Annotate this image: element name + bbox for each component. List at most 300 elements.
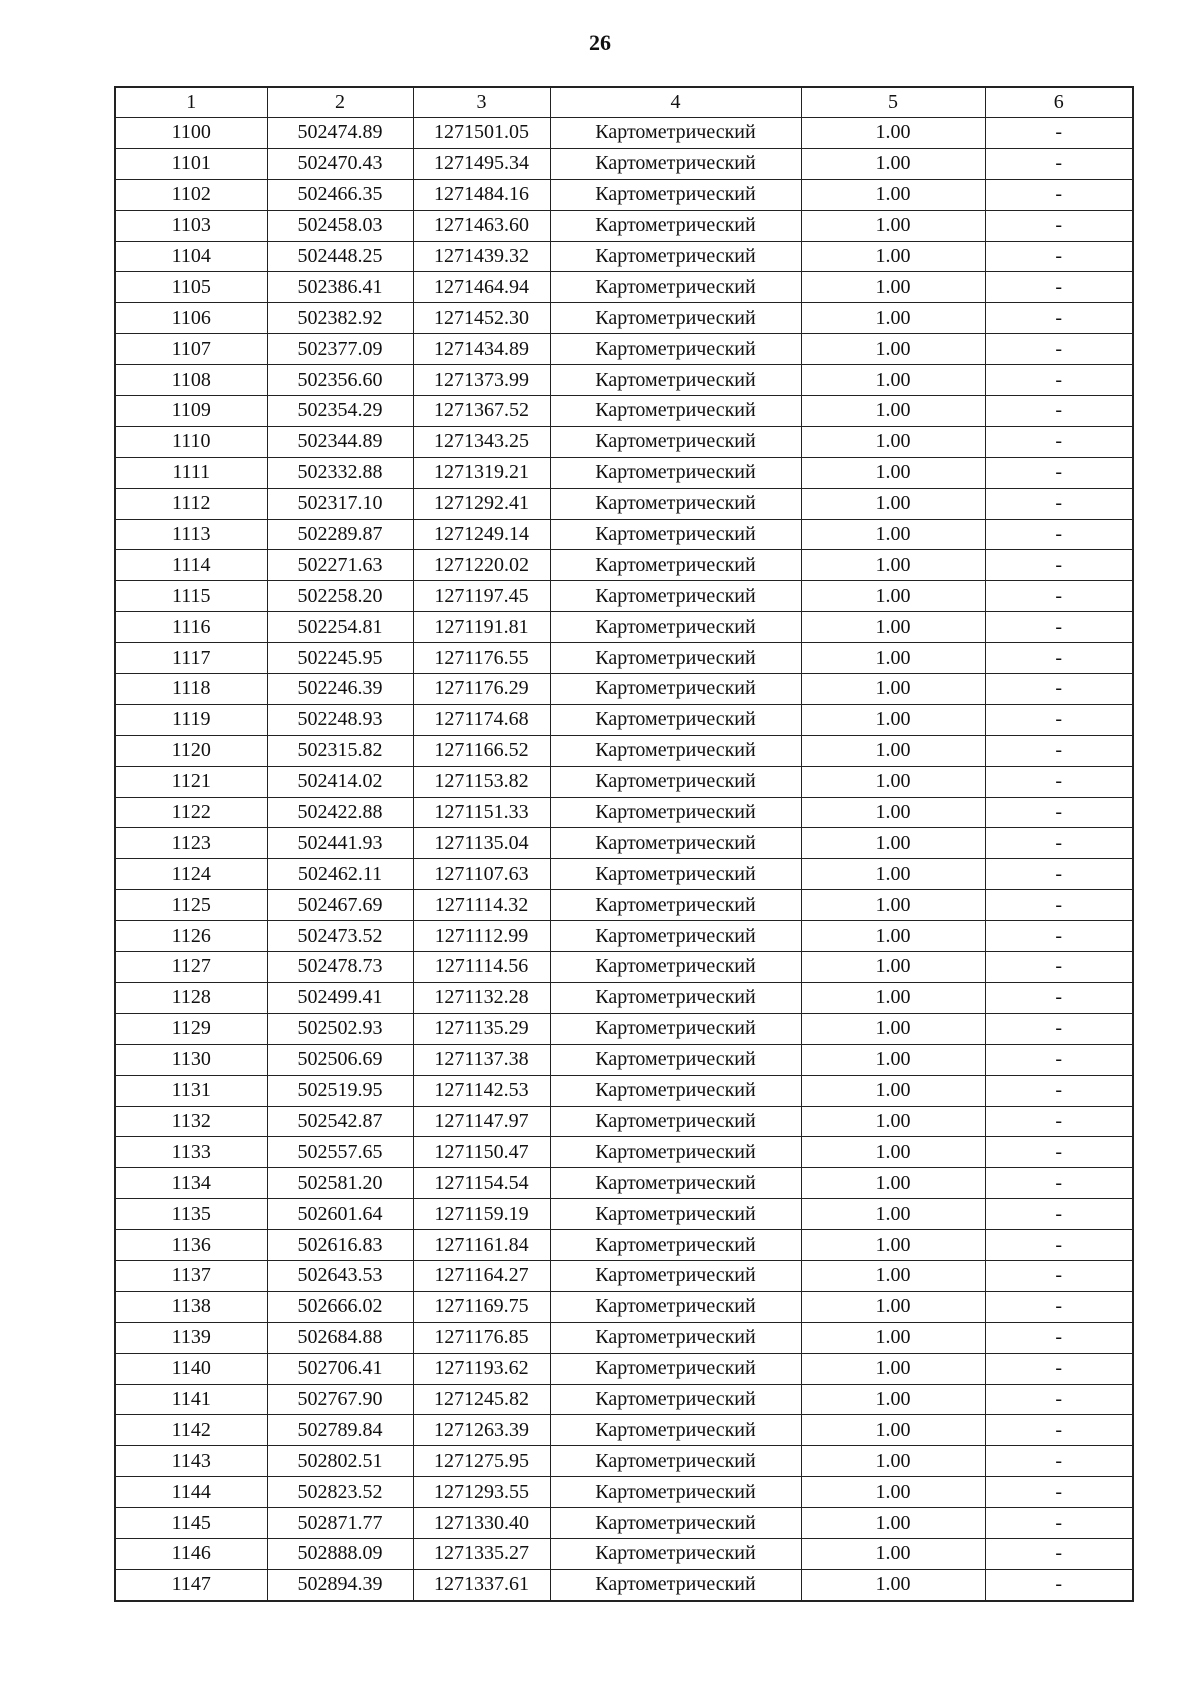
x-coordinate-cell: 502601.64 xyxy=(267,1199,413,1230)
x-coordinate-cell: 502254.81 xyxy=(267,612,413,643)
y-coordinate-cell: 1271161.84 xyxy=(413,1230,550,1261)
note-cell: - xyxy=(985,1044,1133,1075)
table-row xyxy=(115,735,1133,766)
accuracy-cell: 1.00 xyxy=(801,1075,985,1106)
column-header-3: 3 xyxy=(413,87,550,118)
method-cell: Картометрический xyxy=(550,457,801,488)
column-header-6: 6 xyxy=(985,87,1133,118)
x-coordinate-cell: 502354.29 xyxy=(267,396,413,427)
accuracy-cell: 1.00 xyxy=(801,797,985,828)
method-cell: Картометрический xyxy=(550,643,801,674)
table-row xyxy=(115,982,1133,1013)
method-cell: Картометрический xyxy=(550,581,801,612)
x-coordinate-cell: 502470.43 xyxy=(267,148,413,179)
table-row xyxy=(115,1353,1133,1384)
table-row xyxy=(115,612,1133,643)
table-row xyxy=(115,426,1133,457)
x-coordinate-cell: 502499.41 xyxy=(267,982,413,1013)
y-coordinate-cell: 1271150.47 xyxy=(413,1137,550,1168)
table-row xyxy=(115,1291,1133,1322)
point-number-cell: 1145 xyxy=(115,1508,267,1539)
table-row xyxy=(115,272,1133,303)
y-coordinate-cell: 1271159.19 xyxy=(413,1199,550,1230)
method-cell: Картометрический xyxy=(550,735,801,766)
table-row xyxy=(115,643,1133,674)
table-row xyxy=(115,828,1133,859)
column-header-1: 1 xyxy=(115,87,267,118)
y-coordinate-cell: 1271164.27 xyxy=(413,1260,550,1291)
note-cell: - xyxy=(985,797,1133,828)
y-coordinate-cell: 1271135.29 xyxy=(413,1013,550,1044)
y-coordinate-cell: 1271176.55 xyxy=(413,643,550,674)
point-number-cell: 1147 xyxy=(115,1569,267,1600)
accuracy-cell: 1.00 xyxy=(801,1508,985,1539)
point-number-cell: 1130 xyxy=(115,1044,267,1075)
accuracy-cell: 1.00 xyxy=(801,921,985,952)
method-cell: Картометрический xyxy=(550,1291,801,1322)
y-coordinate-cell: 1271166.52 xyxy=(413,735,550,766)
accuracy-cell: 1.00 xyxy=(801,118,985,149)
accuracy-cell: 1.00 xyxy=(801,859,985,890)
point-number-cell: 1100 xyxy=(115,118,267,149)
point-number-cell: 1134 xyxy=(115,1168,267,1199)
note-cell: - xyxy=(985,241,1133,272)
y-coordinate-cell: 1271263.39 xyxy=(413,1415,550,1446)
x-coordinate-cell: 502441.93 xyxy=(267,828,413,859)
table-row xyxy=(115,1199,1133,1230)
note-cell: - xyxy=(985,735,1133,766)
x-coordinate-cell: 502377.09 xyxy=(267,334,413,365)
method-cell: Картометрический xyxy=(550,241,801,272)
accuracy-cell: 1.00 xyxy=(801,365,985,396)
point-number-cell: 1110 xyxy=(115,426,267,457)
y-coordinate-cell: 1271154.54 xyxy=(413,1168,550,1199)
y-coordinate-cell: 1271132.28 xyxy=(413,982,550,1013)
table-row xyxy=(115,334,1133,365)
y-coordinate-cell: 1271193.62 xyxy=(413,1353,550,1384)
x-coordinate-cell: 502542.87 xyxy=(267,1106,413,1137)
accuracy-cell: 1.00 xyxy=(801,581,985,612)
point-number-cell: 1114 xyxy=(115,550,267,581)
point-number-cell: 1112 xyxy=(115,488,267,519)
accuracy-cell: 1.00 xyxy=(801,1291,985,1322)
method-cell: Картометрический xyxy=(550,118,801,149)
y-coordinate-cell: 1271197.45 xyxy=(413,581,550,612)
y-coordinate-cell: 1271330.40 xyxy=(413,1508,550,1539)
method-cell: Картометрический xyxy=(550,519,801,550)
method-cell: Картометрический xyxy=(550,1106,801,1137)
y-coordinate-cell: 1271220.02 xyxy=(413,550,550,581)
accuracy-cell: 1.00 xyxy=(801,890,985,921)
note-cell: - xyxy=(985,1353,1133,1384)
x-coordinate-cell: 502581.20 xyxy=(267,1168,413,1199)
y-coordinate-cell: 1271114.56 xyxy=(413,952,550,983)
table-row xyxy=(115,797,1133,828)
method-cell: Картометрический xyxy=(550,1415,801,1446)
y-coordinate-cell: 1271343.25 xyxy=(413,426,550,457)
accuracy-cell: 1.00 xyxy=(801,179,985,210)
point-number-cell: 1122 xyxy=(115,797,267,828)
note-cell: - xyxy=(985,210,1133,241)
table-row xyxy=(115,365,1133,396)
point-number-cell: 1124 xyxy=(115,859,267,890)
method-cell: Картометрический xyxy=(550,1446,801,1477)
accuracy-cell: 1.00 xyxy=(801,1137,985,1168)
point-number-cell: 1123 xyxy=(115,828,267,859)
method-cell: Картометрический xyxy=(550,859,801,890)
x-coordinate-cell: 502246.39 xyxy=(267,674,413,705)
table-body xyxy=(115,118,1133,1601)
method-cell: Картометрический xyxy=(550,396,801,427)
x-coordinate-cell: 502462.11 xyxy=(267,859,413,890)
method-cell: Картометрический xyxy=(550,1477,801,1508)
column-header-2: 2 xyxy=(267,87,413,118)
note-cell: - xyxy=(985,1168,1133,1199)
y-coordinate-cell: 1271249.14 xyxy=(413,519,550,550)
table-row xyxy=(115,396,1133,427)
note-cell: - xyxy=(985,1230,1133,1261)
x-coordinate-cell: 502317.10 xyxy=(267,488,413,519)
method-cell: Картометрический xyxy=(550,952,801,983)
accuracy-cell: 1.00 xyxy=(801,272,985,303)
note-cell: - xyxy=(985,952,1133,983)
method-cell: Картометрический xyxy=(550,1322,801,1353)
method-cell: Картометрический xyxy=(550,179,801,210)
point-number-cell: 1105 xyxy=(115,272,267,303)
column-header-5: 5 xyxy=(801,87,985,118)
method-cell: Картометрический xyxy=(550,674,801,705)
method-cell: Картометрический xyxy=(550,921,801,952)
note-cell: - xyxy=(985,426,1133,457)
method-cell: Картометрический xyxy=(550,334,801,365)
method-cell: Картометрический xyxy=(550,1569,801,1600)
note-cell: - xyxy=(985,1384,1133,1415)
point-number-cell: 1139 xyxy=(115,1322,267,1353)
note-cell: - xyxy=(985,674,1133,705)
note-cell: - xyxy=(985,1199,1133,1230)
y-coordinate-cell: 1271107.63 xyxy=(413,859,550,890)
x-coordinate-cell: 502356.60 xyxy=(267,365,413,396)
note-cell: - xyxy=(985,303,1133,334)
accuracy-cell: 1.00 xyxy=(801,982,985,1013)
y-coordinate-cell: 1271151.33 xyxy=(413,797,550,828)
note-cell: - xyxy=(985,334,1133,365)
point-number-cell: 1125 xyxy=(115,890,267,921)
x-coordinate-cell: 502386.41 xyxy=(267,272,413,303)
x-coordinate-cell: 502271.63 xyxy=(267,550,413,581)
method-cell: Картометрический xyxy=(550,426,801,457)
method-cell: Картометрический xyxy=(550,890,801,921)
method-cell: Картометрический xyxy=(550,704,801,735)
table-row xyxy=(115,890,1133,921)
x-coordinate-cell: 502289.87 xyxy=(267,519,413,550)
table-row xyxy=(115,1260,1133,1291)
point-number-cell: 1146 xyxy=(115,1538,267,1569)
x-coordinate-cell: 502467.69 xyxy=(267,890,413,921)
table-header-row xyxy=(115,87,1133,118)
accuracy-cell: 1.00 xyxy=(801,210,985,241)
note-cell: - xyxy=(985,148,1133,179)
x-coordinate-cell: 502502.93 xyxy=(267,1013,413,1044)
accuracy-cell: 1.00 xyxy=(801,550,985,581)
table-row xyxy=(115,581,1133,612)
x-coordinate-cell: 502706.41 xyxy=(267,1353,413,1384)
coordinates-table xyxy=(114,86,1134,1602)
x-coordinate-cell: 502823.52 xyxy=(267,1477,413,1508)
y-coordinate-cell: 1271439.32 xyxy=(413,241,550,272)
column-header-4: 4 xyxy=(550,87,801,118)
method-cell: Картометрический xyxy=(550,1384,801,1415)
note-cell: - xyxy=(985,1538,1133,1569)
accuracy-cell: 1.00 xyxy=(801,1199,985,1230)
note-cell: - xyxy=(985,457,1133,488)
x-coordinate-cell: 502458.03 xyxy=(267,210,413,241)
point-number-cell: 1117 xyxy=(115,643,267,674)
point-number-cell: 1101 xyxy=(115,148,267,179)
table-row xyxy=(115,1137,1133,1168)
point-number-cell: 1109 xyxy=(115,396,267,427)
accuracy-cell: 1.00 xyxy=(801,674,985,705)
y-coordinate-cell: 1271373.99 xyxy=(413,365,550,396)
table-row xyxy=(115,457,1133,488)
accuracy-cell: 1.00 xyxy=(801,148,985,179)
table-row xyxy=(115,1477,1133,1508)
y-coordinate-cell: 1271176.85 xyxy=(413,1322,550,1353)
x-coordinate-cell: 502248.93 xyxy=(267,704,413,735)
y-coordinate-cell: 1271319.21 xyxy=(413,457,550,488)
method-cell: Картометрический xyxy=(550,1044,801,1075)
point-number-cell: 1107 xyxy=(115,334,267,365)
note-cell: - xyxy=(985,982,1133,1013)
y-coordinate-cell: 1271464.94 xyxy=(413,272,550,303)
table-row xyxy=(115,1106,1133,1137)
point-number-cell: 1144 xyxy=(115,1477,267,1508)
x-coordinate-cell: 502643.53 xyxy=(267,1260,413,1291)
x-coordinate-cell: 502258.20 xyxy=(267,581,413,612)
table-row xyxy=(115,179,1133,210)
y-coordinate-cell: 1271367.52 xyxy=(413,396,550,427)
point-number-cell: 1135 xyxy=(115,1199,267,1230)
table-row xyxy=(115,148,1133,179)
point-number-cell: 1143 xyxy=(115,1446,267,1477)
point-number-cell: 1111 xyxy=(115,457,267,488)
x-coordinate-cell: 502888.09 xyxy=(267,1538,413,1569)
y-coordinate-cell: 1271176.29 xyxy=(413,674,550,705)
note-cell: - xyxy=(985,1075,1133,1106)
note-cell: - xyxy=(985,828,1133,859)
x-coordinate-cell: 502684.88 xyxy=(267,1322,413,1353)
point-number-cell: 1129 xyxy=(115,1013,267,1044)
accuracy-cell: 1.00 xyxy=(801,1044,985,1075)
note-cell: - xyxy=(985,766,1133,797)
note-cell: - xyxy=(985,1477,1133,1508)
x-coordinate-cell: 502789.84 xyxy=(267,1415,413,1446)
accuracy-cell: 1.00 xyxy=(801,426,985,457)
x-coordinate-cell: 502315.82 xyxy=(267,735,413,766)
y-coordinate-cell: 1271169.75 xyxy=(413,1291,550,1322)
note-cell: - xyxy=(985,704,1133,735)
accuracy-cell: 1.00 xyxy=(801,519,985,550)
note-cell: - xyxy=(985,1291,1133,1322)
method-cell: Картометрический xyxy=(550,1260,801,1291)
x-coordinate-cell: 502332.88 xyxy=(267,457,413,488)
accuracy-cell: 1.00 xyxy=(801,488,985,519)
point-number-cell: 1136 xyxy=(115,1230,267,1261)
note-cell: - xyxy=(985,488,1133,519)
y-coordinate-cell: 1271135.04 xyxy=(413,828,550,859)
note-cell: - xyxy=(985,179,1133,210)
accuracy-cell: 1.00 xyxy=(801,396,985,427)
y-coordinate-cell: 1271153.82 xyxy=(413,766,550,797)
note-cell: - xyxy=(985,1013,1133,1044)
x-coordinate-cell: 502473.52 xyxy=(267,921,413,952)
y-coordinate-cell: 1271137.38 xyxy=(413,1044,550,1075)
table-row xyxy=(115,674,1133,705)
table-row xyxy=(115,1508,1133,1539)
y-coordinate-cell: 1271142.53 xyxy=(413,1075,550,1106)
method-cell: Картометрический xyxy=(550,1199,801,1230)
table-row xyxy=(115,1044,1133,1075)
y-coordinate-cell: 1271174.68 xyxy=(413,704,550,735)
accuracy-cell: 1.00 xyxy=(801,1384,985,1415)
x-coordinate-cell: 502871.77 xyxy=(267,1508,413,1539)
method-cell: Картометрический xyxy=(550,1230,801,1261)
x-coordinate-cell: 502478.73 xyxy=(267,952,413,983)
x-coordinate-cell: 502382.92 xyxy=(267,303,413,334)
note-cell: - xyxy=(985,890,1133,921)
y-coordinate-cell: 1271484.16 xyxy=(413,179,550,210)
page-number: 26 xyxy=(589,30,611,55)
method-cell: Картометрический xyxy=(550,1168,801,1199)
point-number-cell: 1141 xyxy=(115,1384,267,1415)
point-number-cell: 1126 xyxy=(115,921,267,952)
table-row xyxy=(115,1384,1133,1415)
y-coordinate-cell: 1271463.60 xyxy=(413,210,550,241)
y-coordinate-cell: 1271452.30 xyxy=(413,303,550,334)
y-coordinate-cell: 1271501.05 xyxy=(413,118,550,149)
y-coordinate-cell: 1271337.61 xyxy=(413,1569,550,1600)
note-cell: - xyxy=(985,1322,1133,1353)
note-cell: - xyxy=(985,1508,1133,1539)
y-coordinate-cell: 1271112.99 xyxy=(413,921,550,952)
table-row xyxy=(115,859,1133,890)
x-coordinate-cell: 502344.89 xyxy=(267,426,413,457)
x-coordinate-cell: 502894.39 xyxy=(267,1569,413,1600)
table-row xyxy=(115,1415,1133,1446)
method-cell: Картометрический xyxy=(550,488,801,519)
y-coordinate-cell: 1271335.27 xyxy=(413,1538,550,1569)
note-cell: - xyxy=(985,118,1133,149)
y-coordinate-cell: 1271245.82 xyxy=(413,1384,550,1415)
note-cell: - xyxy=(985,859,1133,890)
note-cell: - xyxy=(985,921,1133,952)
table-row xyxy=(115,210,1133,241)
x-coordinate-cell: 502616.83 xyxy=(267,1230,413,1261)
table-row xyxy=(115,1075,1133,1106)
note-cell: - xyxy=(985,365,1133,396)
point-number-cell: 1104 xyxy=(115,241,267,272)
method-cell: Картометрический xyxy=(550,612,801,643)
accuracy-cell: 1.00 xyxy=(801,1415,985,1446)
accuracy-cell: 1.00 xyxy=(801,952,985,983)
accuracy-cell: 1.00 xyxy=(801,1569,985,1600)
point-number-cell: 1118 xyxy=(115,674,267,705)
x-coordinate-cell: 502666.02 xyxy=(267,1291,413,1322)
method-cell: Картометрический xyxy=(550,1137,801,1168)
point-number-cell: 1133 xyxy=(115,1137,267,1168)
table-row xyxy=(115,303,1133,334)
accuracy-cell: 1.00 xyxy=(801,643,985,674)
table-row xyxy=(115,1446,1133,1477)
accuracy-cell: 1.00 xyxy=(801,303,985,334)
accuracy-cell: 1.00 xyxy=(801,1230,985,1261)
point-number-cell: 1120 xyxy=(115,735,267,766)
table-row xyxy=(115,704,1133,735)
point-number-cell: 1127 xyxy=(115,952,267,983)
table-row xyxy=(115,241,1133,272)
method-cell: Картометрический xyxy=(550,797,801,828)
accuracy-cell: 1.00 xyxy=(801,1477,985,1508)
accuracy-cell: 1.00 xyxy=(801,1322,985,1353)
table-row xyxy=(115,1168,1133,1199)
x-coordinate-cell: 502519.95 xyxy=(267,1075,413,1106)
y-coordinate-cell: 1271434.89 xyxy=(413,334,550,365)
method-cell: Картометрический xyxy=(550,365,801,396)
note-cell: - xyxy=(985,1569,1133,1600)
note-cell: - xyxy=(985,1106,1133,1137)
accuracy-cell: 1.00 xyxy=(801,704,985,735)
method-cell: Картометрический xyxy=(550,210,801,241)
table-row xyxy=(115,1230,1133,1261)
method-cell: Картометрический xyxy=(550,982,801,1013)
accuracy-cell: 1.00 xyxy=(801,1013,985,1044)
method-cell: Картометрический xyxy=(550,828,801,859)
accuracy-cell: 1.00 xyxy=(801,1353,985,1384)
table-row xyxy=(115,1569,1133,1600)
table-row xyxy=(115,921,1133,952)
table-row xyxy=(115,550,1133,581)
table-row xyxy=(115,766,1133,797)
point-number-cell: 1108 xyxy=(115,365,267,396)
x-coordinate-cell: 502414.02 xyxy=(267,766,413,797)
method-cell: Картометрический xyxy=(550,1353,801,1384)
table-row xyxy=(115,1538,1133,1569)
point-number-cell: 1119 xyxy=(115,704,267,735)
accuracy-cell: 1.00 xyxy=(801,457,985,488)
x-coordinate-cell: 502802.51 xyxy=(267,1446,413,1477)
y-coordinate-cell: 1271147.97 xyxy=(413,1106,550,1137)
table-row xyxy=(115,1322,1133,1353)
y-coordinate-cell: 1271114.32 xyxy=(413,890,550,921)
x-coordinate-cell: 502448.25 xyxy=(267,241,413,272)
point-number-cell: 1103 xyxy=(115,210,267,241)
x-coordinate-cell: 502506.69 xyxy=(267,1044,413,1075)
table-row xyxy=(115,519,1133,550)
accuracy-cell: 1.00 xyxy=(801,735,985,766)
accuracy-cell: 1.00 xyxy=(801,1538,985,1569)
point-number-cell: 1102 xyxy=(115,179,267,210)
note-cell: - xyxy=(985,1446,1133,1477)
method-cell: Картометрический xyxy=(550,550,801,581)
y-coordinate-cell: 1271293.55 xyxy=(413,1477,550,1508)
note-cell: - xyxy=(985,612,1133,643)
note-cell: - xyxy=(985,519,1133,550)
accuracy-cell: 1.00 xyxy=(801,828,985,859)
x-coordinate-cell: 502466.35 xyxy=(267,179,413,210)
y-coordinate-cell: 1271275.95 xyxy=(413,1446,550,1477)
point-number-cell: 1142 xyxy=(115,1415,267,1446)
note-cell: - xyxy=(985,581,1133,612)
